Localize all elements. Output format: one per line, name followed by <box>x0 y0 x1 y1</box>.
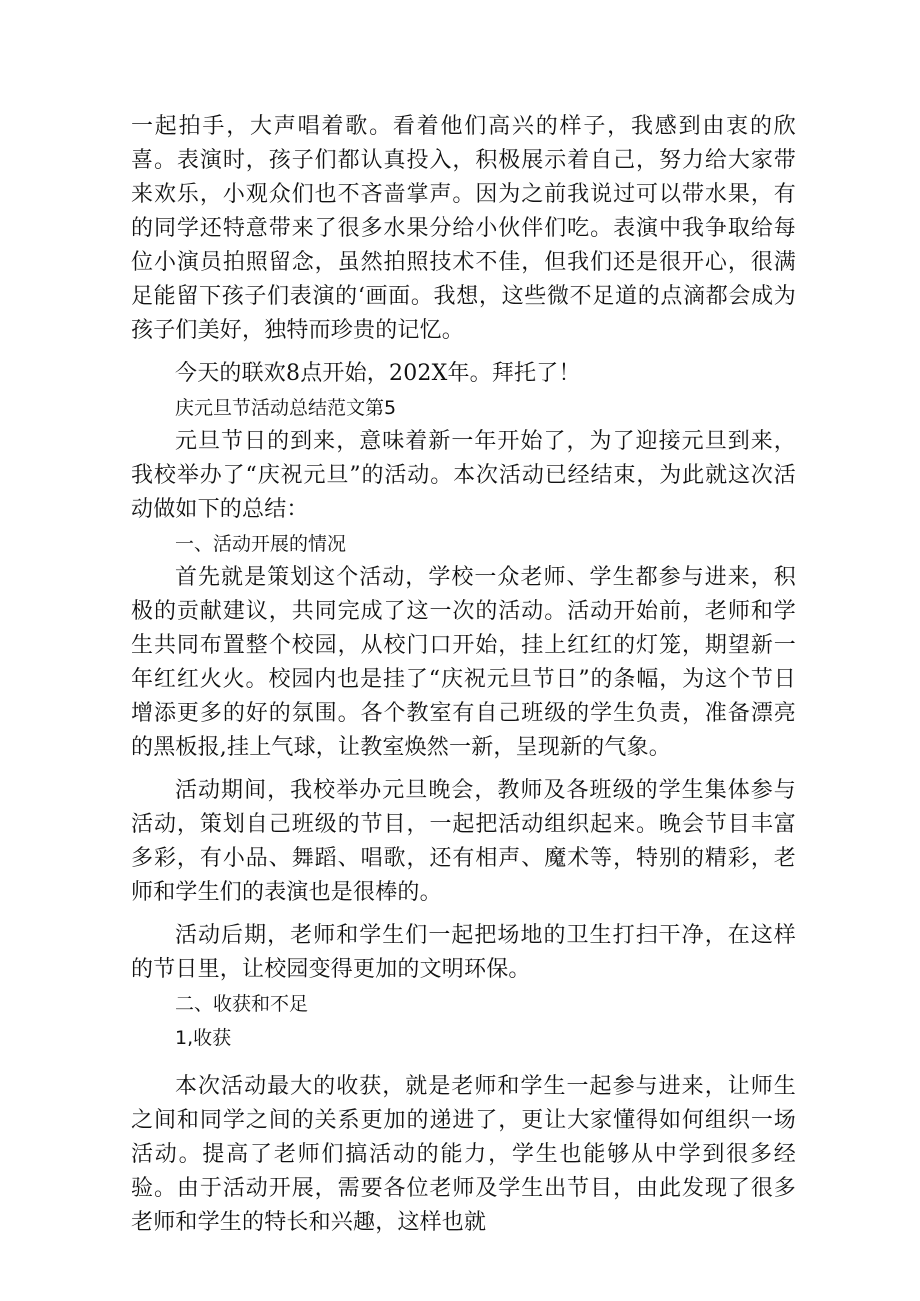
paragraph-performance-recap: 一起拍手，大声唱着歌。看着他们高兴的样子，我感到由衷的欣喜。表演时，孩子们都认真投入，积极展示着自己，努力给大家带来欢乐，小观众们也不吝啬掌声。因为之前我说过可以带水果，有的同学还特意带来了很多水果分给小伙伴们吃。表演中我争取给每位小演员拍照留念，虽然拍照技术不佳，但我们还是很开心，很满足能留下孩子们表演的‘画面。我想，这些微不足道的点滴都会成为孩子们美好，独特而珍贵的记忆。 <box>131 114 796 343</box>
paragraph-after-activity: 活动后期，老师和学生们一起把场地的卫生打扫干净，在这样的节日里，让校园变得更加的文明环保。 <box>131 923 796 982</box>
paragraph-during-activity: 活动期间，我校举办元旦晚会，教师及各班级的学生集体参与活动，策划自己班级的节目，一起把活动组织起来。晚会节目丰富多彩，有小品、舞蹈、唱歌，还有相声、魔术等，特别的精彩，老师和学生们的表演也是很棒的。 <box>131 778 796 905</box>
heading-activity-status: 一、活动开展的情况 <box>175 533 347 555</box>
paragraph-planning: 首先就是策划这个活动，学校一众老师、学生都参与进来，积极的贡献建议，共同完成了这一次的活动。活动开始前，老师和学生共同布置整个校园，从校门口开始，挂上红红的灯笼，期望新一年红红火火。校园内也是挂了“庆祝元旦节日”的条幅，为这个节日增添更多的好的氛围。各个教室有自己班级的学生负责，准备漂亮的黑板报,挂上气球，让教室焕然一新，呈现新的气象。 <box>131 565 796 760</box>
section-title: 庆元旦节活动总结范文第5 <box>175 397 397 419</box>
heading-gains-shortcomings: 二、收获和不足 <box>175 993 309 1015</box>
heading-gains: 1,收获 <box>175 1027 232 1049</box>
paragraph-party-time: 今天的联欢8点开始，202X年。拜托了！ <box>175 361 581 386</box>
paragraph-gains: 本次活动最大的收获，就是老师和学生一起参与进来，让师生之间和同学之间的关系更加的递进了，更让大家懂得如何组织一场活动。提高了老师们搞活动的能力，学生也能够从中学到很多经验。由于活动开展，需要各位老师及学生出节目，由此发现了很多老师和学生的特长和兴趣，这样也就 <box>131 1074 796 1235</box>
paragraph-intro: 元旦节日的到来，意味着新一年开始了，为了迎接元旦到来，我校举办了“庆祝元旦”的活动。本次活动已经结束，为此就这次活动做如下的总结： <box>131 429 796 522</box>
document-body <box>131 110 796 1240</box>
